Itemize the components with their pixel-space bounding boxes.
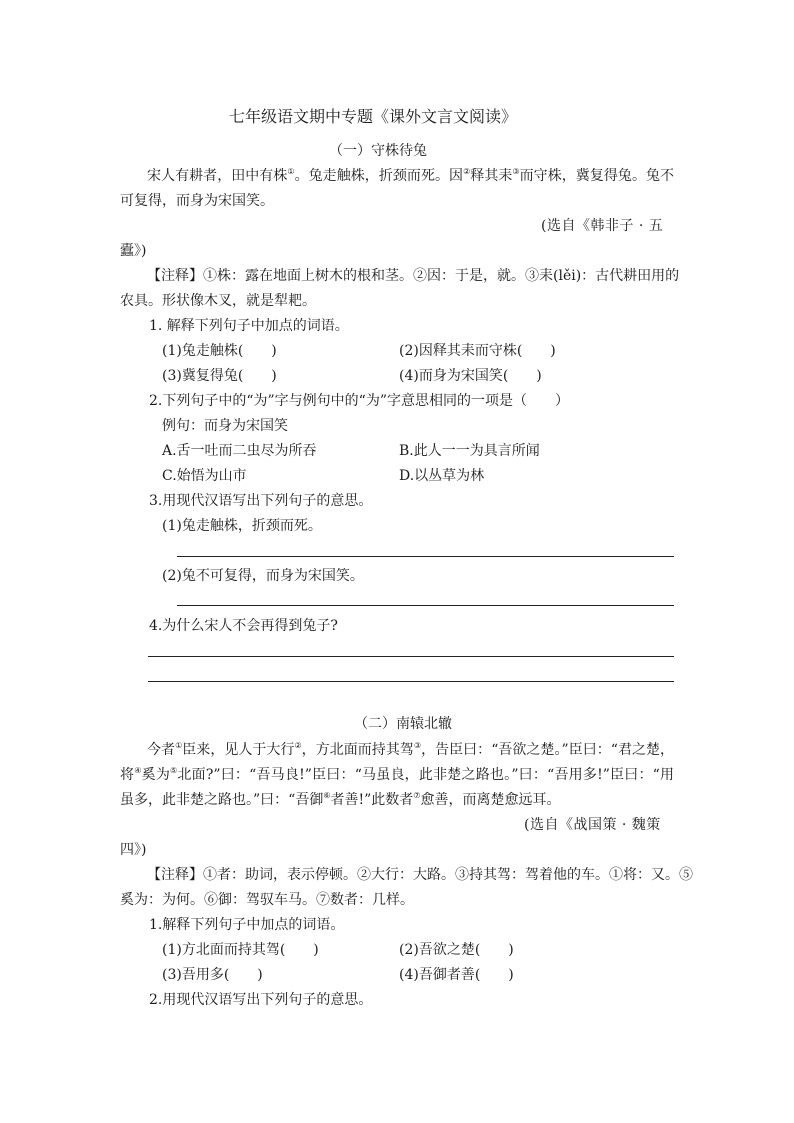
question-1-2-option-b: B.此人一一为具言所闻 [399, 443, 540, 459]
passage-2-line-2: 将④奚为⑤北面?”曰：“吾马良!”臣曰：“马虽良，此非楚之路也。”曰：“吾用多!”臣曰：“用 [120, 766, 675, 783]
question-2-2: 2.用现代汉语写出下列句子的意思。 [149, 992, 373, 1008]
passage-1-line-1: 宋人有耕者，田中有株①。兔走触株，折颈而死。因②释其耒③而守株，冀复得兔。兔不 [147, 167, 675, 184]
question-1-2-option-d: D.以丛草为林 [399, 468, 485, 484]
question-1-1-c: (3)冀复得兔( ) [162, 368, 277, 384]
question-2-1: 1.解释下列句子中加点的词语。 [149, 917, 345, 933]
question-1-1-d: (4)而身为宋国笑( ) [399, 368, 542, 384]
question-2-1-c: (3)吾用多( ) [162, 967, 263, 983]
notes-2-line-1: 【注释】①者：助词，表示停顿。②大行：大路。③持其驾：驾着他的车。①将：又。⑤ [147, 867, 693, 883]
question-2-1-a: (1)方北面而持其驾( ) [162, 942, 319, 958]
question-1-2-example: 例句：而身为宋国笑 [162, 418, 288, 434]
question-1-3-b: (2)兔不可复得，而身为宋国笑。 [162, 568, 364, 584]
question-1-2-option-a: A.舌一吐而二虫尽为所吞 [162, 443, 317, 459]
passage-1-source: (选自《韩非子 · 五 [541, 218, 664, 234]
passage-1-source-cont: 蠹》) [120, 243, 147, 259]
answer-line-1-3-b[interactable] [177, 605, 674, 606]
notes-1-line-2: 农具。形状像木叉，就是犁耙。 [120, 293, 316, 309]
answer-line-1-4-b[interactable] [148, 681, 674, 682]
answer-line-1-4-a[interactable] [148, 656, 674, 657]
passage-2-source-cont: 四》) [120, 842, 147, 858]
notes-1-line-1: 【注释】①株：露在地面上树木的根和茎。②因：于是，就。③耒(lěi)：古代耕田用的 [147, 268, 680, 284]
question-1-2: 2.下列句子中的“为”字与例句中的“为”字意思相同的一项是（ ） [149, 393, 569, 409]
passage-1-line-2: 可复得，而身为宋国笑。 [120, 193, 274, 209]
question-1-3: 3.用现代汉语写出下列句子的意思。 [149, 493, 373, 509]
notes-2-line-2: 奚为：为何。⑥御：驾驭车马。⑦数者：几样。 [120, 892, 414, 908]
question-1-1-b: (2)因释其耒而守株( ) [399, 343, 556, 359]
section-2-heading: （二）南辕北辙 [354, 716, 452, 732]
question-1-1: 1. 解释下列句子中加点的词语。 [149, 318, 349, 334]
question-2-1-d: (4)吾御者善( ) [399, 967, 514, 983]
question-1-1-a: (1)兔走触株( ) [162, 343, 277, 359]
passage-2-line-1: 今者①臣来，见人于大行②，方北面而持其驾③，告臣曰：“吾欲之楚。”臣曰：“君之楚， [147, 741, 675, 758]
question-1-3-a: (1)兔走触株，折颈而死。 [162, 518, 322, 534]
question-2-1-b: (2)吾欲之楚( ) [399, 942, 514, 958]
section-1-heading: （一）守株待兔 [329, 143, 427, 159]
answer-line-1-3-a[interactable] [177, 556, 674, 557]
page-title: 七年级语文期中专题《课外文言文阅读》 [229, 107, 518, 126]
question-1-2-option-c: C.始悟为山市 [162, 468, 247, 484]
passage-2-line-3: 虽多，此非楚之路也。”曰：“吾御⑥者善!”此数者⑦愈善，而离楚愈远耳。 [120, 791, 561, 808]
passage-2-source: (选自《战国策 · 魏策 [524, 817, 661, 833]
question-1-4: 4.为什么宋人不会再得到兔子? [149, 618, 338, 634]
